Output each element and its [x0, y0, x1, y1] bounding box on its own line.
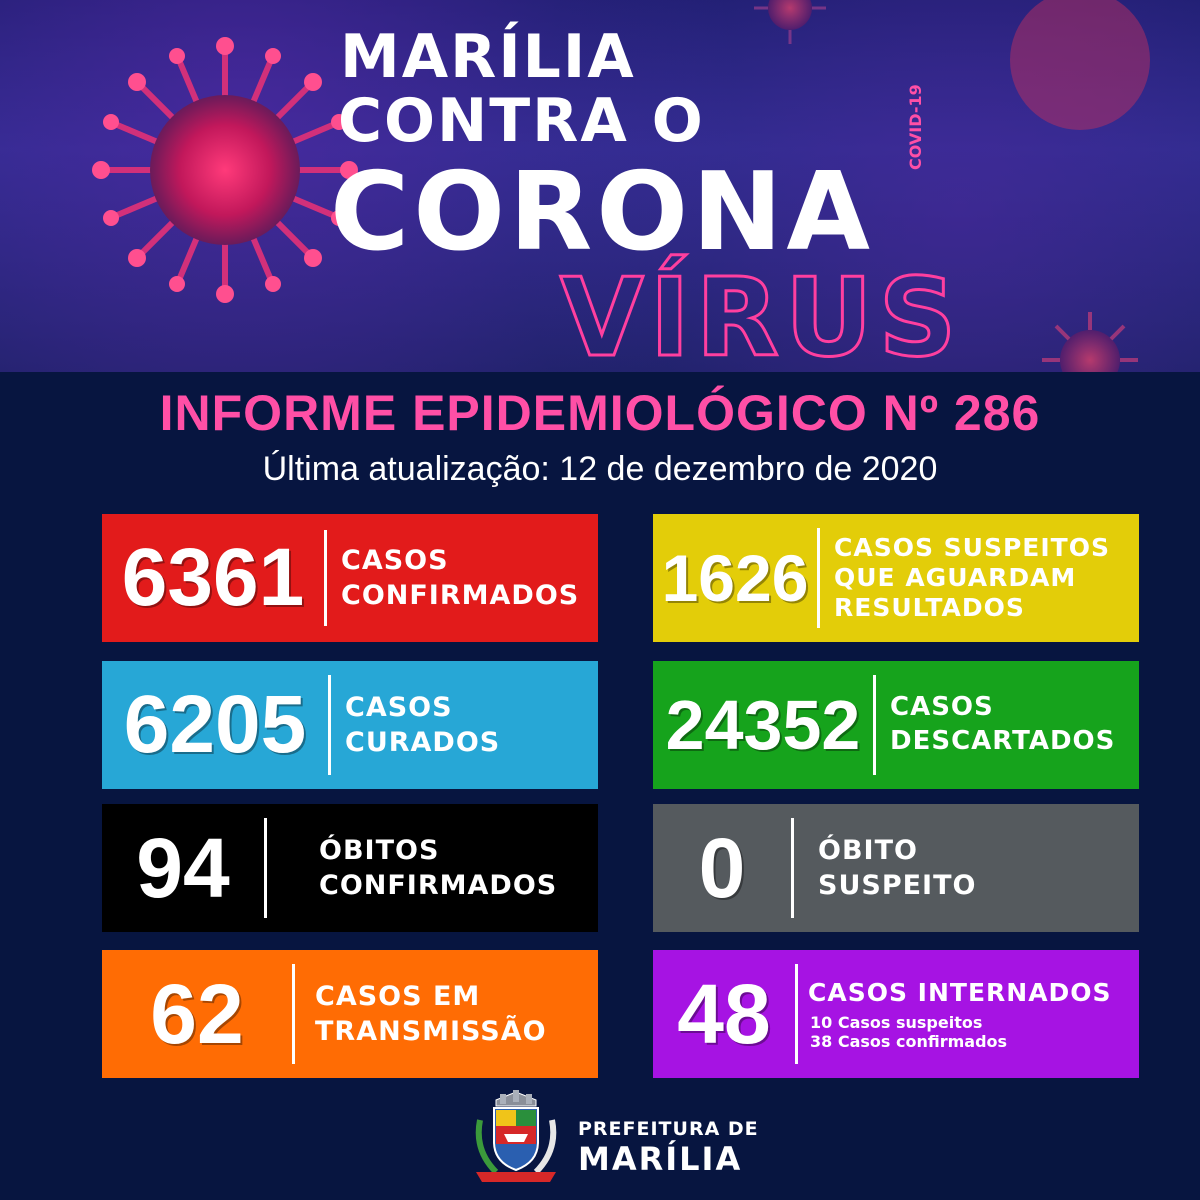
card-obitos-confirmados [102, 804, 598, 932]
card-value: 0 [698, 821, 746, 915]
card-label [267, 833, 557, 903]
header-banner [0, 0, 1200, 372]
banner-line-4: VÍRUS [560, 256, 963, 372]
card-label-line: CASOS [345, 691, 453, 723]
footer-line-2: MARÍLIA [578, 1140, 743, 1178]
card-label-line: RESULTADOS [834, 593, 1025, 622]
footer [0, 1090, 1200, 1190]
card-label-line: TRANSMISSÃO [315, 1016, 547, 1047]
card-casos-curados [102, 661, 598, 789]
card-label-line: CURADOS [345, 727, 501, 758]
card-value: 94 [136, 821, 230, 915]
card-casos-suspeitos [653, 514, 1139, 642]
card-label [876, 691, 1115, 759]
card-label-line: CONFIRMADOS [341, 580, 580, 611]
card-value: 24352 [665, 686, 861, 764]
card-label-line: DESCARTADOS [890, 726, 1116, 756]
card-sub-line: 10 Casos suspeitos [810, 1013, 983, 1033]
card-label-line: ÓBITO [818, 834, 918, 866]
footer-text [578, 1118, 759, 1178]
card-label [794, 833, 976, 903]
card-label-line: SUSPEITO [818, 870, 977, 901]
card-value: 48 [677, 967, 771, 1061]
card-casos-descartados [653, 661, 1139, 789]
card-label-line: ÓBITOS [319, 834, 440, 866]
coat-of-arms-icon [466, 1090, 566, 1186]
card-casos-confirmados [102, 514, 598, 642]
report-title: INFORME EPIDEMIOLÓGICO Nº 286 [159, 385, 1041, 441]
card-label [820, 533, 1110, 623]
card-label [327, 543, 579, 613]
card-value: 6205 [123, 679, 307, 770]
card-label [798, 977, 1112, 1052]
report-update: Última atualização: 12 de dezembro de 2020 [262, 450, 938, 488]
covid-tag [906, 84, 925, 170]
card-label-line: CASOS EM [315, 980, 481, 1012]
card-label-line: CASOS INTERNADOS [808, 977, 1112, 1007]
banner-line-3: CORONA [330, 150, 875, 275]
card-label-line: CASOS SUSPEITOS [834, 533, 1110, 562]
card-casos-internados [653, 950, 1139, 1078]
card-label-line: QUE AGUARDAM [834, 563, 1077, 592]
covid-tag-text: COVID-19 [906, 84, 925, 170]
card-obito-suspeito [653, 804, 1139, 932]
card-value: 1626 [661, 541, 809, 615]
banner-line-1: MARÍLIA [340, 22, 636, 92]
card-label [295, 979, 547, 1049]
card-label-line: CONFIRMADOS [319, 870, 558, 901]
card-label-line: CASOS [341, 544, 449, 576]
card-label [331, 690, 500, 760]
card-sub-line: 38 Casos confirmados [810, 1032, 1008, 1052]
banner-line-2: CONTRA O [338, 86, 705, 156]
card-label-line: CASOS [890, 692, 994, 723]
card-value: 6361 [121, 532, 305, 623]
card-value: 62 [150, 967, 244, 1061]
card-casos-em-transmissao [102, 950, 598, 1078]
footer-line-1: PREFEITURA DE [578, 1118, 759, 1140]
